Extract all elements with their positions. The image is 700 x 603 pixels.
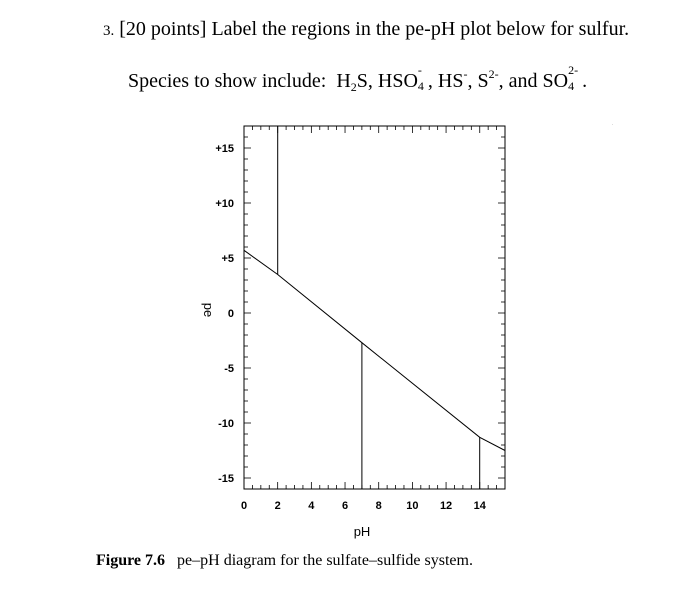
x-tick-label: 10 (406, 500, 419, 512)
plot-frame (244, 126, 505, 489)
y-tick-label: +15 (215, 143, 234, 155)
x-tick-label: 14 (473, 500, 486, 512)
y-tick-label: -15 (218, 473, 234, 485)
x-tick-label: 2 (274, 500, 281, 512)
species-hs: HS-, (437, 67, 473, 92)
minor-ticks (244, 126, 505, 489)
species-hso4: HSO - 4 , (377, 63, 433, 93)
question-body: [20 points] Label the regions in the pe-pH plot below for sulfur. (119, 18, 630, 40)
x-tick-label: 8 (375, 500, 382, 512)
y-tick-label: -10 (218, 418, 234, 430)
species-prefix: Species to show include: (128, 70, 327, 92)
species-h2s: $H_2S$, (336, 70, 373, 94)
series-lines (244, 126, 505, 489)
x-axis-label: pH (353, 524, 371, 539)
species-s2: $S^{2-}$, and (477, 67, 538, 92)
figure-caption-text: pe–pH diagram for the sulfate–sulfide system. (177, 552, 473, 569)
x-tick-label: 6 (341, 500, 349, 512)
x-tick-label: 4 (308, 500, 315, 512)
y-tick-label: 0 (227, 308, 234, 320)
scan-speck (612, 124, 613, 125)
question-number: 3. (103, 23, 115, 39)
y-tick-label: -5 (224, 363, 234, 375)
figure-caption (96, 552, 473, 570)
y-tick-label: +5 (221, 253, 234, 265)
series-line (244, 250, 505, 450)
x-tick-label: 12 (439, 500, 453, 512)
y-axis-label: pe (201, 302, 216, 318)
species-so4: SO 2- 4 . (542, 63, 588, 93)
figure-label: Figure 7.6 (96, 552, 166, 569)
x-tick-labels (241, 500, 487, 512)
y-tick-labels (215, 143, 234, 485)
x-tick-label: 0 (240, 500, 248, 512)
y-tick-label: +10 (215, 198, 234, 210)
